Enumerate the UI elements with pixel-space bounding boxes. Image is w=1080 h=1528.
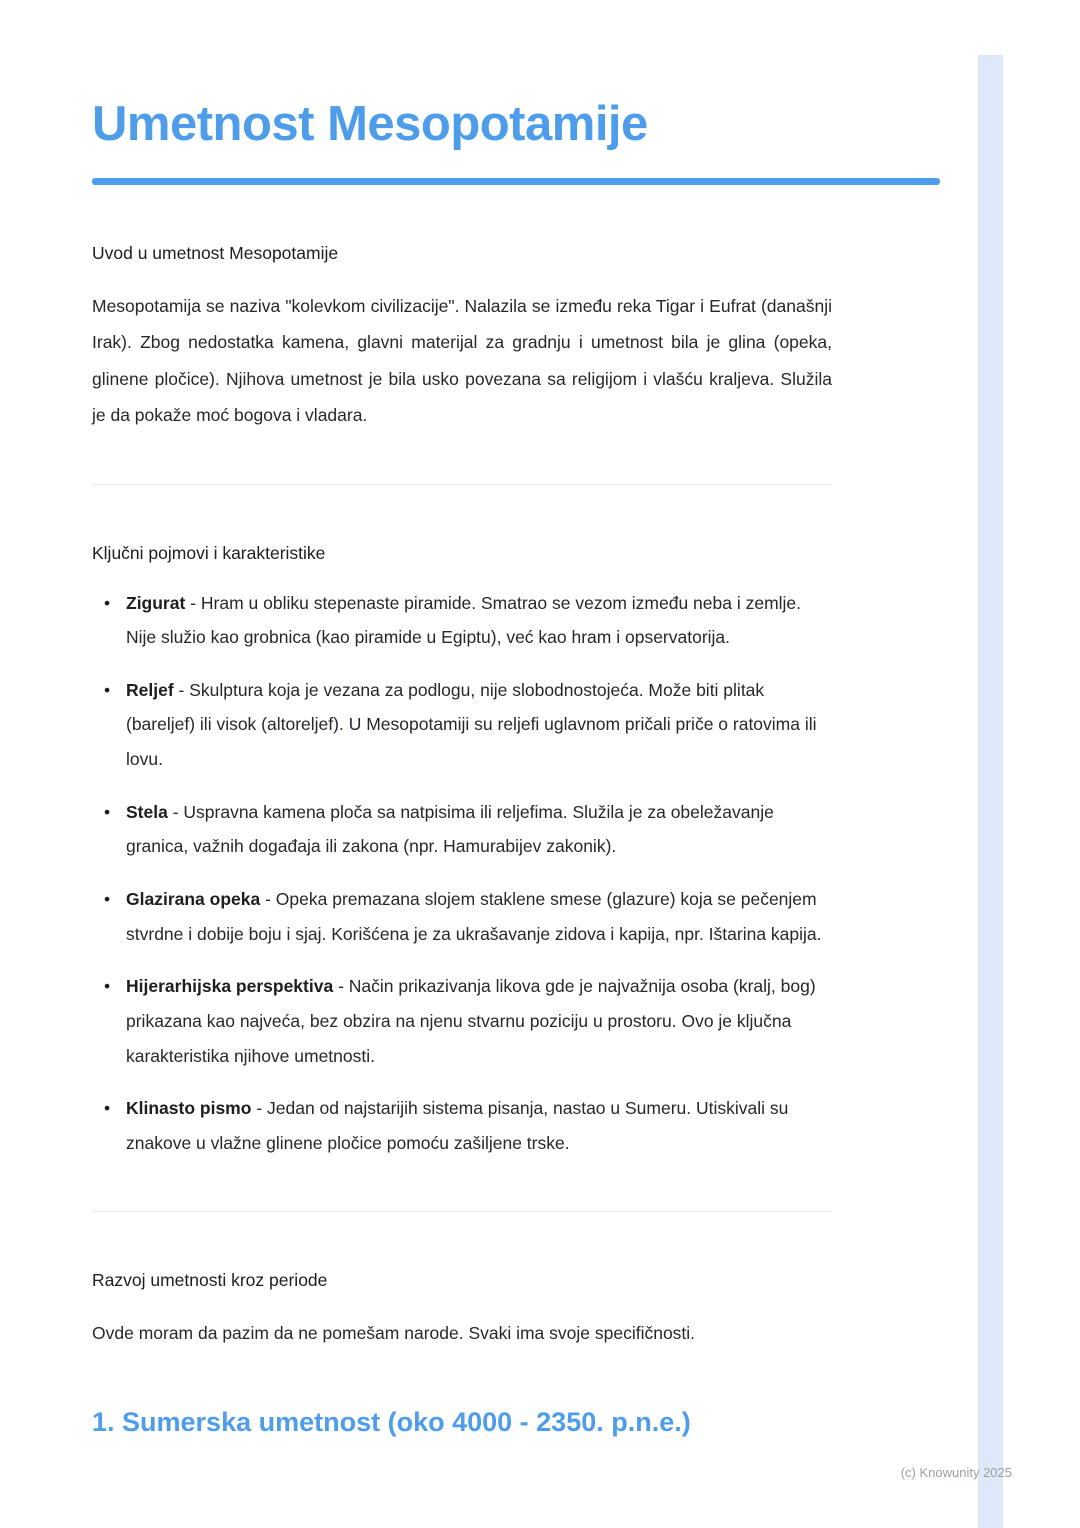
bullet-icon: •	[104, 976, 111, 997]
term-definition: - Uspravna kamena ploča sa natpisima ili reljefima. Služila je za obeležavanje granica, važnih događaja ili zakona (npr. Hamurabijev zakonik).	[126, 801, 774, 857]
term-definition: - Jedan od najstarijih sistema pisanja, nastao u Sumeru. Utiskivali su znakove u vlažne glinene pločice pomoću zašiljene trske.	[126, 1098, 789, 1153]
term-definition: - Opeka premazana slojem staklene smese (glazure) koja se pečenjem stvrdne i dobije boju i sjaj. Korišćena je za ukrašavanje zidova i kapija, npr. Ištarina kapija.	[126, 889, 822, 944]
development-paragraph: Ovde moram da pazim da ne pomešam narode. Svaki ima svoje specifičnosti.	[92, 1322, 696, 1343]
list-item	[92, 1091, 832, 1160]
bullet-icon: •	[104, 592, 111, 613]
list-item	[92, 969, 832, 1073]
title-underline-rule	[92, 178, 940, 185]
term-label: Klinasto pismo	[126, 1098, 252, 1119]
intro-heading: Uvod u umetnost Mesopotamije	[92, 243, 339, 263]
key-terms-heading: Ključni pojmovi i karakteristike	[92, 542, 326, 563]
term-label: Zigurat	[126, 592, 186, 613]
intro-paragraph: Mesopotamija se naziva "kolevkom civilizacije". Nalazila se između reka Tigar i Eufrat (današnji Irak). Zbog nedostatka kamena, glavni materijal za gradnju i umetnost bila je glina (opeka, glinene pločice). Njihova umetnost je bila usko povezana sa religijom i vlašću kraljeva. Služila je da pokaže moć bogova i vladara.	[92, 296, 832, 426]
term-label: Glazirana opeka	[126, 889, 261, 910]
page-title: Umetnost Mesopotamije	[92, 97, 648, 151]
term-definition: - Hram u obliku stepenaste piramide. Smatrao se vezom između neba i zemlje. Nije služio kao grobnica (kao piramide u Egiptu), već kao hram i opservatorija.	[126, 592, 802, 648]
term-definition: - Skulptura koja je vezana za podlogu, nije slobodnostojeća. Može biti plitak (bareljef) ili visok (altoreljef). U Mesopotamiji su reljefi uglavnom pričali priče o ratovima ili lovu.	[126, 679, 817, 770]
bullet-icon: •	[104, 889, 111, 910]
document-page	[92, 0, 832, 1438]
list-item	[92, 586, 832, 655]
term-label: Stela	[126, 801, 168, 822]
list-item	[92, 673, 832, 777]
key-terms-list	[92, 586, 832, 1161]
bullet-icon: •	[104, 679, 111, 700]
section-divider	[92, 1211, 832, 1212]
bullet-icon: •	[104, 1098, 111, 1119]
bullet-icon: •	[104, 801, 111, 822]
footer-credit: (c) Knowunity 2025	[900, 1465, 1012, 1480]
period-heading-sumerska: 1. Sumerska umetnost (oko 4000 - 2350. p.n.e.)	[92, 1406, 691, 1437]
term-definition: - Način prikazivanja likova gde je najvažnija osoba (kralj, bog) prikazana kao najveća, bez obzira na njenu stvarnu poziciju u prostoru. Ovo je ključna karakteristika njihove umetnosti.	[126, 976, 816, 1066]
list-item	[92, 795, 832, 864]
next-page-edge-strip	[978, 55, 1003, 1528]
list-item	[92, 882, 832, 951]
term-label: Hijerarhijska perspektiva	[126, 976, 334, 997]
section-divider	[92, 484, 832, 485]
term-label: Reljef	[126, 679, 174, 700]
development-heading: Razvoj umetnosti kroz periode	[92, 1269, 328, 1290]
